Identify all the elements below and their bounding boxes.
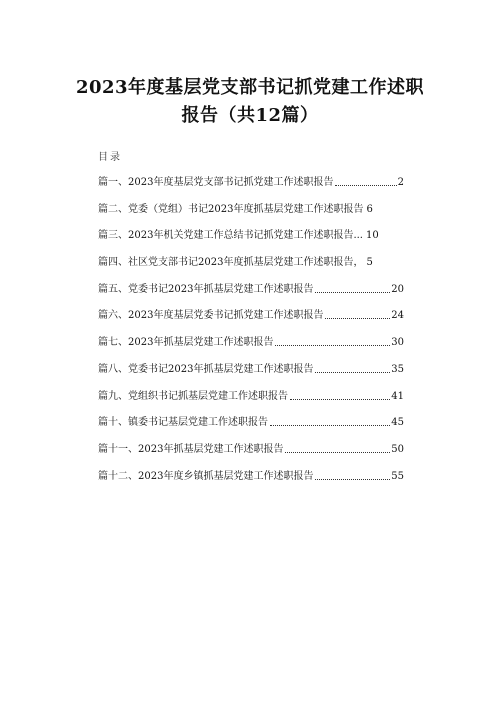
toc-entry-page-number: 50 (391, 443, 404, 455)
toc-entry-page-number: 5 (366, 257, 373, 269)
toc-entry-page-number: 45 (391, 417, 404, 429)
toc-entry-title: 篇五、党委书记2023年抓基层党建工作述职报告 (98, 283, 314, 295)
toc-entry-title: 篇八、党委书记2023年抓基层党建工作述职报告 (98, 363, 314, 375)
toc-entry[interactable] (98, 283, 404, 310)
toc-entry-title: 篇十一、2023年抓基层党建工作述职报告 (98, 443, 284, 455)
toc-entry-title: 篇三、2023年机关党建工作总结书记抓党建工作述职报告... (98, 230, 363, 242)
toc-entry-page-number: 30 (391, 337, 404, 349)
toc-entry-title: 篇十二、2023年度乡镇抓基层党建工作述职报告 (98, 470, 314, 482)
toc-entry[interactable] (98, 176, 404, 203)
toc-entry-page-number: 35 (391, 363, 404, 375)
toc-entry-title: 篇九、党组织书记抓基层党建工作述职报告 (98, 390, 288, 402)
toc-dot-leader (315, 283, 390, 293)
toc-dot-leader (335, 176, 396, 186)
toc-entry-title: 篇七、2023年抓基层党建工作述职报告 (98, 337, 274, 349)
toc-entry-page-number: 6 (366, 203, 373, 215)
toc-entry[interactable] (98, 416, 404, 443)
toc-entry-title: 篇二、党委（党组）书记2023年度抓基层党建工作述职报告 (98, 203, 364, 215)
document-title-line-1: 2023年度基层党支部书记抓党建工作述职 (75, 77, 425, 98)
toc-heading: 目录 (98, 152, 122, 163)
toc-dot-leader (285, 443, 390, 453)
toc-entry[interactable] (98, 390, 404, 417)
toc-dot-leader (315, 470, 390, 480)
toc-entry-title: 篇十、镇委书记基层党建工作述职报告 (98, 417, 268, 429)
table-of-contents (98, 176, 404, 496)
toc-dot-leader (290, 390, 390, 400)
toc-entry-page-number: 41 (391, 390, 404, 402)
toc-entry-page-number: 55 (391, 470, 404, 482)
toc-entry-page-number: 2 (397, 177, 404, 188)
toc-dot-leader (325, 309, 390, 319)
toc-entry[interactable] (98, 336, 404, 363)
toc-entry[interactable] (98, 470, 404, 497)
toc-entry-page-number: 20 (391, 283, 404, 295)
toc-entry[interactable] (98, 309, 404, 336)
document-title-line-2: 报告（共12篇） (181, 105, 319, 126)
toc-entry[interactable] (98, 256, 404, 283)
toc-entry-title: 篇一、2023年度基层党支部书记抓党建工作述职报告 (98, 177, 334, 188)
toc-entry-page-number: 24 (391, 310, 404, 322)
toc-entry[interactable] (98, 363, 404, 390)
toc-entry-title: 篇四、社区党支部书记2023年度抓基层党建工作述职报告， (98, 257, 364, 269)
toc-dot-leader (315, 363, 390, 373)
toc-entry[interactable] (98, 443, 404, 470)
toc-entry-title: 篇六、2023年度基层党委书记抓党建工作述职报告 (98, 310, 324, 322)
toc-entry-page-number: 10 (366, 230, 379, 242)
toc-entry[interactable] (98, 203, 404, 230)
toc-dot-leader (270, 416, 390, 426)
toc-entry[interactable] (98, 229, 404, 256)
toc-dot-leader (275, 336, 390, 346)
